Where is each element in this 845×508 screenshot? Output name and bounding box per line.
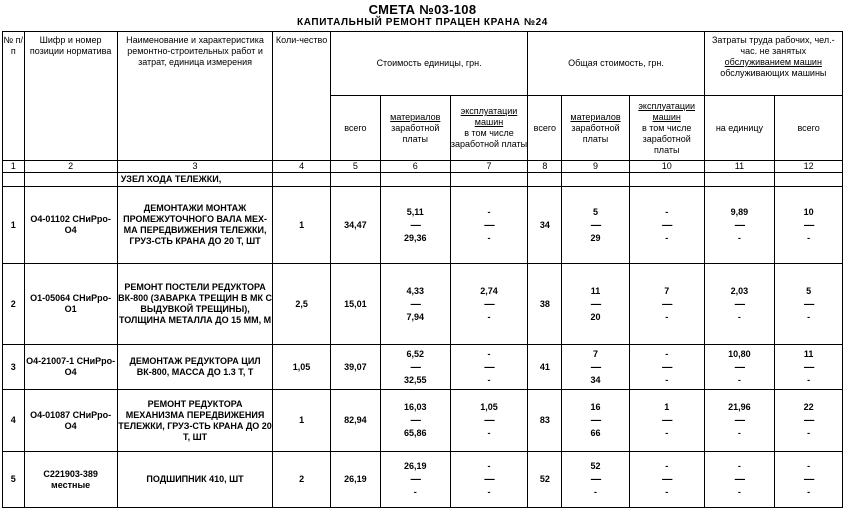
row-total-exploit: 1 xyxy=(664,402,670,412)
section-empty-10 xyxy=(629,173,704,187)
row-total-materials: 7 xyxy=(593,348,599,359)
row-unit-mat-wage xyxy=(380,345,450,390)
row-total-separator: ----- xyxy=(590,219,601,230)
row-qty: 1,05 xyxy=(273,345,330,390)
row-total-mach-wages: - xyxy=(665,487,669,497)
header-labor-total: всего xyxy=(775,96,843,161)
column-number-8: 8 xyxy=(528,161,562,173)
column-number-row xyxy=(3,161,843,173)
row-labor-total-machines: - xyxy=(807,311,811,322)
row-unit-all: 26,19 xyxy=(330,452,380,508)
row-total-mach-separator: ----- xyxy=(661,474,672,484)
row-unit-exploit: - xyxy=(487,348,491,359)
header-labor-line3: обслуживающих машины xyxy=(720,68,827,78)
row-total-all: 83 xyxy=(528,390,562,452)
row-total-exploit: - xyxy=(665,348,669,359)
document-subtitle: КАПИТАЛЬНЫЙ РЕМОНТ ПРАЦЕН КРАНА №24 xyxy=(297,17,548,28)
row-code: О4-01087 СНиРро-О4 xyxy=(24,390,117,452)
row-qty: 1 xyxy=(273,390,330,452)
row-labor-unit xyxy=(704,187,775,264)
column-number-7: 7 xyxy=(450,161,528,173)
row-total-exploit: 7 xyxy=(664,285,670,296)
row-code: О4-01102 СНиРро-О4 xyxy=(24,187,117,264)
row-total-mat-wage xyxy=(562,187,630,264)
row-unit-all: 82,94 xyxy=(330,390,380,452)
section-empty-6 xyxy=(380,173,450,187)
row-total-mach-wages: - xyxy=(665,232,669,243)
row-labor-total-value: 22 xyxy=(803,402,814,412)
row-total-all: 34 xyxy=(528,187,562,264)
row-total-wages: 34 xyxy=(590,374,601,385)
row-labor-unit-separator: ----- xyxy=(734,219,745,230)
row-labor-unit-value: 9,89 xyxy=(730,206,749,217)
section-empty-1 xyxy=(3,173,25,187)
section-empty-7 xyxy=(450,173,528,187)
row-unit-mat-wage xyxy=(380,264,450,345)
row-labor-total xyxy=(775,264,843,345)
header-total-mach xyxy=(629,96,704,161)
row-unit-materials: 4,33 xyxy=(406,285,425,296)
row-labor-unit-separator: ----- xyxy=(734,298,745,309)
row-qty: 2,5 xyxy=(273,264,330,345)
row-qty: 1 xyxy=(273,187,330,264)
row-labor-total-separator: ----- xyxy=(803,219,814,230)
section-row xyxy=(3,173,843,187)
column-number-6: 6 xyxy=(380,161,450,173)
header-unit-incl-wages: в том числе заработной платы xyxy=(450,128,528,149)
table-row xyxy=(3,264,843,345)
row-unit-all: 15,01 xyxy=(330,264,380,345)
row-labor-unit-value: - xyxy=(737,461,741,471)
row-total-exploit: - xyxy=(665,206,669,217)
row-labor-unit-machines: - xyxy=(737,311,741,322)
row-unit-mach-separator: ----- xyxy=(484,361,494,372)
row-total-wages: 29 xyxy=(590,232,601,243)
row-labor-unit xyxy=(704,345,775,390)
row-labor-total-machines: - xyxy=(807,428,811,438)
row-unit-all: 34,47 xyxy=(330,187,380,264)
row-unit-machines xyxy=(450,264,528,345)
row-total-materials: 52 xyxy=(590,461,601,471)
row-num: 2 xyxy=(3,264,25,345)
row-unit-materials: 16,03 xyxy=(403,402,427,412)
row-unit-mat-wage xyxy=(380,187,450,264)
section-empty-11 xyxy=(704,173,775,187)
row-labor-total-machines: - xyxy=(807,232,811,243)
row-unit-wages: - xyxy=(413,487,417,497)
header-code: Шифр и номер позиции норматива xyxy=(24,32,117,161)
row-unit-all: 39,07 xyxy=(330,345,380,390)
header-labor xyxy=(704,32,842,96)
row-labor-unit-value: 10,80 xyxy=(728,348,751,359)
row-total-wages: 66 xyxy=(590,428,601,438)
row-total-mach-wages: - xyxy=(665,374,669,385)
row-unit-mat-wage xyxy=(380,452,450,508)
row-total-mach-separator: ----- xyxy=(661,219,672,230)
column-number-3: 3 xyxy=(117,161,273,173)
row-labor-total-separator: ----- xyxy=(803,474,814,484)
row-total-mat-wage xyxy=(562,264,630,345)
row-total-mach-separator: ----- xyxy=(661,298,672,309)
row-total-mat-wage xyxy=(562,390,630,452)
header-total-exploit: эксплуатации машин xyxy=(638,100,696,122)
column-number-5: 5 xyxy=(330,161,380,173)
row-labor-total-value: 10 xyxy=(803,206,814,217)
column-number-10: 10 xyxy=(629,161,704,173)
column-number-12: 12 xyxy=(775,161,843,173)
row-labor-unit-separator: ----- xyxy=(734,415,745,425)
row-total-separator: ----- xyxy=(590,474,601,484)
row-unit-wages: 65,86 xyxy=(403,428,427,438)
row-unit-separator: ----- xyxy=(410,219,421,230)
row-labor-total xyxy=(775,452,843,508)
header-row-1 xyxy=(3,32,843,96)
row-labor-unit xyxy=(704,390,775,452)
row-total-mat-wage xyxy=(562,345,630,390)
row-total-mat-wage xyxy=(562,452,630,508)
row-total-separator: ----- xyxy=(590,361,601,372)
section-empty-9 xyxy=(562,173,630,187)
row-code: О1-05064 СНиРро-О1 xyxy=(24,264,117,345)
row-labor-total-separator: ----- xyxy=(803,415,814,425)
header-labor-unit: на единицу xyxy=(704,96,775,161)
row-total-machines xyxy=(629,187,704,264)
row-labor-unit-value: 2,03 xyxy=(730,285,749,296)
header-unit-mat xyxy=(380,96,450,161)
section-empty-2 xyxy=(24,173,117,187)
row-labor-total-value: - xyxy=(807,461,811,471)
column-number-4: 4 xyxy=(273,161,330,173)
header-labor-line1: Затраты труда рабочих, чел.-час. не занятых xyxy=(712,35,835,56)
row-labor-total-separator: ----- xyxy=(803,361,814,372)
row-total-machines xyxy=(629,345,704,390)
row-name: ПОДШИПНИК 410, ШТ xyxy=(117,452,273,508)
row-labor-unit-machines: - xyxy=(737,374,741,385)
row-num: 4 xyxy=(3,390,25,452)
header-total-cost: Общая стоимость, грн. xyxy=(528,32,704,96)
row-unit-mach-separator: ----- xyxy=(484,298,494,309)
row-unit-separator: ----- xyxy=(410,415,421,425)
row-labor-unit-value: 21,96 xyxy=(728,402,751,412)
row-labor-total-value: 11 xyxy=(803,348,814,359)
row-code: О4-21007-1 СНиРро-О4 xyxy=(24,345,117,390)
row-name: ДЕМОНТАЖ РЕДУКТОРА ЦИЛ ВК-800, МАССА ДО 1.3 Т, Т xyxy=(117,345,273,390)
row-unit-mach-wages: - xyxy=(487,311,491,322)
row-unit-exploit: - xyxy=(487,206,491,217)
table-row xyxy=(3,452,843,508)
row-unit-materials: 5,11 xyxy=(406,206,424,217)
row-unit-separator: ----- xyxy=(410,361,421,372)
row-unit-exploit: 1,05 xyxy=(480,402,498,412)
row-labor-total xyxy=(775,187,843,264)
row-total-materials: 16 xyxy=(590,402,601,412)
row-name: РЕМОНТ ПОСТЕЛИ РЕДУКТОРА ВК-800 (ЗАВАРКА ТРЕЩИН В МК С ВЫДУВКОЙ ТРЕЩИНЫ), ТОЛЩИНА МЕТАЛЛА ДО 15 ММ, М xyxy=(117,264,273,345)
row-labor-unit xyxy=(704,264,775,345)
row-total-machines xyxy=(629,390,704,452)
row-code: С221903-389 местные xyxy=(24,452,117,508)
header-total-materials: материалов xyxy=(570,111,621,122)
header-unit-all: всего xyxy=(330,96,380,161)
row-total-all: 41 xyxy=(528,345,562,390)
row-total-mach-wages: - xyxy=(665,428,669,438)
row-name: ДЕМОНТАЖИ МОНТАЖ ПРОМЕЖУТОЧНОГО ВАЛА МЕХ-МА ПЕРЕДВИЖЕНИЯ ТЕЛЕЖКИ, ГРУЗ-СТЬ КРАНА ДО 20 Т, ШТ xyxy=(117,187,273,264)
row-labor-total-separator: ----- xyxy=(803,298,814,309)
header-num: № п/п xyxy=(3,32,25,161)
row-total-materials: 5 xyxy=(593,206,599,217)
header-total-all: всего xyxy=(528,96,562,161)
row-unit-wages: 7,94 xyxy=(406,311,425,322)
row-unit-mach-separator: ----- xyxy=(484,415,494,425)
section-empty-4 xyxy=(273,173,330,187)
row-num: 3 xyxy=(3,345,25,390)
row-num: 5 xyxy=(3,452,25,508)
header-unit-wages: заработной платы xyxy=(391,122,440,144)
row-total-mach-separator: ----- xyxy=(661,361,672,372)
row-unit-mach-wages: - xyxy=(487,428,491,438)
row-unit-machines xyxy=(450,187,528,264)
row-labor-unit-machines: - xyxy=(737,232,741,243)
table-row xyxy=(3,345,843,390)
row-name: РЕМОНТ РЕДУКТОРА МЕХАНИЗМА ПЕРЕДВИЖЕНИЯ ТЕЛЕЖКИ, ГРУЗ-СТЬ КРАНА ДО 20 Т, ШТ xyxy=(117,390,273,452)
row-unit-wages: 29,36 xyxy=(403,232,427,243)
row-labor-unit-machines: - xyxy=(737,487,741,497)
row-unit-materials: 6,52 xyxy=(406,348,425,359)
row-labor-total-machines: - xyxy=(807,487,811,497)
row-total-wages: - xyxy=(594,487,598,497)
header-unit-materials: материалов xyxy=(390,111,441,122)
row-unit-mach-wages: - xyxy=(487,374,491,385)
row-labor-unit-separator: ----- xyxy=(734,361,745,372)
row-unit-mach-separator: ----- xyxy=(484,219,494,230)
row-total-exploit: - xyxy=(665,461,669,471)
section-title: УЗЕЛ ХОДА ТЕЛЕЖКИ, xyxy=(117,173,273,187)
row-total-machines xyxy=(629,452,704,508)
column-number-11: 11 xyxy=(704,161,775,173)
row-labor-unit-separator: ----- xyxy=(734,474,745,484)
header-total-mat xyxy=(562,96,630,161)
row-total-wages: 20 xyxy=(590,311,601,322)
row-total-all: 38 xyxy=(528,264,562,345)
column-number-2: 2 xyxy=(24,161,117,173)
row-unit-mach-wages: - xyxy=(487,232,491,243)
header-qty: Коли-чество xyxy=(273,32,330,161)
header-name: Наименование и характеристика ремонтно-строительных работ и затрат, единица измерения xyxy=(117,32,273,161)
row-unit-materials: 26,19 xyxy=(403,461,427,471)
row-unit-exploit: - xyxy=(487,461,491,471)
row-labor-unit xyxy=(704,452,775,508)
row-unit-machines xyxy=(450,345,528,390)
column-number-1: 1 xyxy=(3,161,25,173)
row-labor-total-machines: - xyxy=(807,374,811,385)
row-total-mach-separator: ----- xyxy=(661,415,672,425)
row-unit-machines xyxy=(450,452,528,508)
row-qty: 2 xyxy=(273,452,330,508)
section-empty-12 xyxy=(775,173,843,187)
row-unit-wages: 32,55 xyxy=(403,374,427,385)
row-total-mach-wages: - xyxy=(665,311,669,322)
table-row xyxy=(3,390,843,452)
header-labor-line2: обслуживанием машин xyxy=(724,57,822,67)
row-total-materials: 11 xyxy=(590,285,601,296)
row-total-separator: ----- xyxy=(590,415,601,425)
row-total-machines xyxy=(629,264,704,345)
table-row xyxy=(3,187,843,264)
section-empty-5 xyxy=(330,173,380,187)
row-num: 1 xyxy=(3,187,25,264)
row-total-separator: ----- xyxy=(590,298,601,309)
row-labor-unit-machines: - xyxy=(737,428,741,438)
row-unit-mat-wage xyxy=(380,390,450,452)
header-unit-mach xyxy=(450,96,528,161)
row-unit-exploit: 2,74 xyxy=(480,285,498,296)
header-unit-cost: Стоимость единицы, грн. xyxy=(330,32,528,96)
document-title: СМЕТА №03-108 xyxy=(368,2,477,17)
row-unit-machines xyxy=(450,390,528,452)
section-empty-8 xyxy=(528,173,562,187)
header-total-incl-wages: в том числе заработной платы xyxy=(641,122,692,155)
column-number-9: 9 xyxy=(562,161,630,173)
row-labor-total xyxy=(775,345,843,390)
row-unit-separator: ----- xyxy=(410,474,421,484)
estimate-table xyxy=(2,31,843,508)
row-unit-mach-wages: - xyxy=(487,487,491,497)
row-unit-mach-separator: ----- xyxy=(484,474,494,484)
row-unit-separator: ----- xyxy=(410,298,421,309)
row-labor-total xyxy=(775,390,843,452)
row-labor-total-value: 5 xyxy=(806,285,812,296)
header-unit-exploit: эксплуатации машин xyxy=(460,106,518,127)
row-total-all: 52 xyxy=(528,452,562,508)
header-total-wages: заработной платы xyxy=(571,122,620,144)
